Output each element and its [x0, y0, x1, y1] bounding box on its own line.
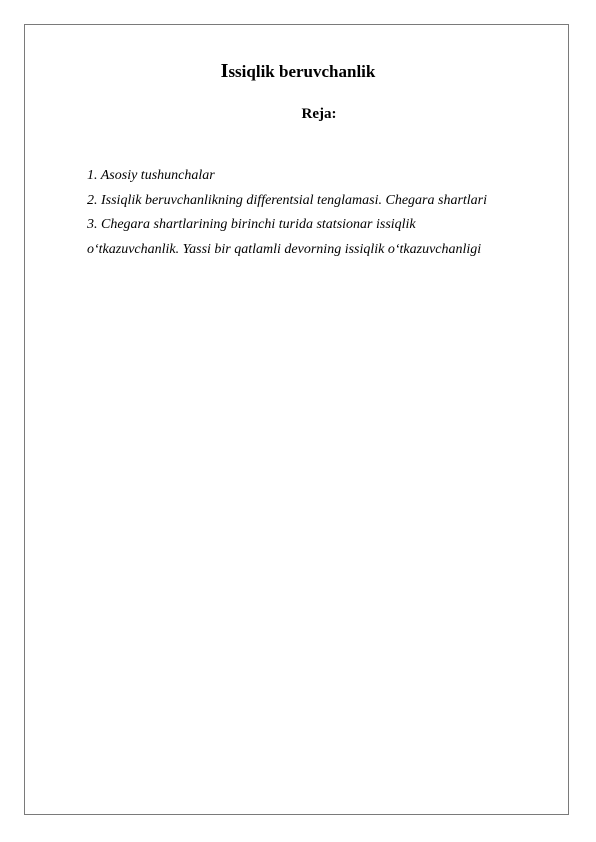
plan-item: 2. Issiqlik beruvchanlikning differentsial tenglamasi. Chegara shartlari	[87, 192, 488, 208]
plan-list	[87, 164, 557, 262]
document-title	[0, 60, 596, 83]
plan-heading: Reja:	[301, 106, 337, 122]
plan-item: o‘tkazuvchanlik. Yassi bir qatlamli devorning issiqlik o‘tkazuvchanligi	[87, 241, 482, 257]
plan-item: 3. Chegara shartlarining birinchi turida statsionar issiqlik	[87, 217, 416, 232]
title-initial: I	[220, 60, 229, 82]
plan-item: 1. Asosiy tushunchalar	[87, 168, 215, 183]
title-rest: ssiqlik beruvchanlik	[228, 62, 376, 81]
page-border	[24, 24, 569, 815]
